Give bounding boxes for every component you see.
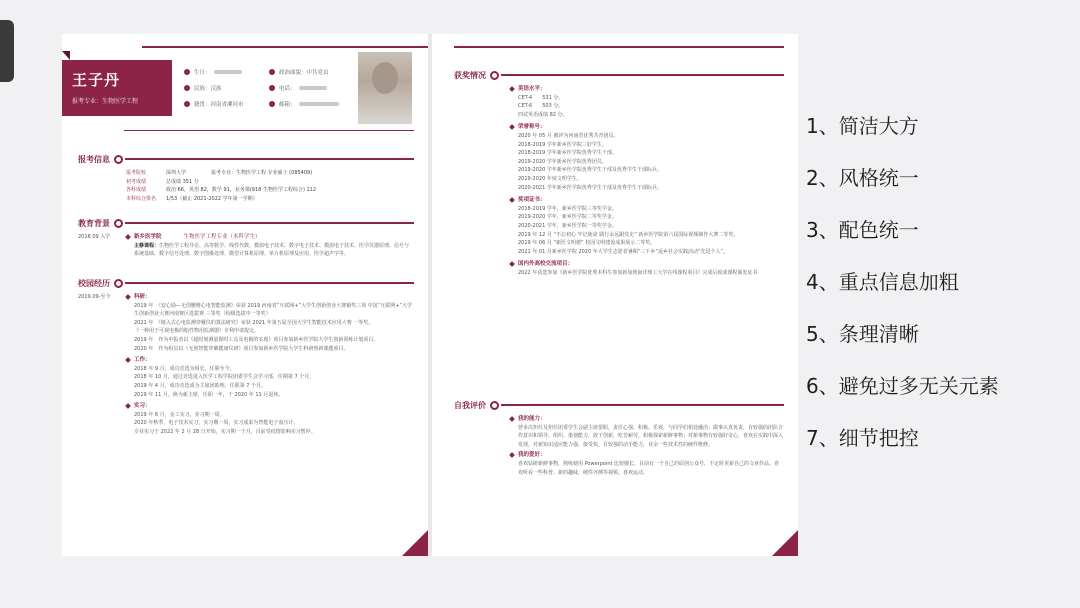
phone-icon (269, 85, 275, 91)
section-awards: 获奖情况 英语水平： CET-4 531 分。 CET-6 503 分。 四试英语成绩 82 分。 荣誉称号： 2020 年 05 月 被评为河南省优秀共青团员。 2018-2019 学年新乡医学院三好学生。 2018-2019 学年新乡医学院优秀学生干部。 2019-2020 学年新乡医学院优秀团员。 2019-2020 学年新乡医学院优秀学生干部及优秀学生干部标兵。 2019-2020 年度文明学生。 2020-2021 学年新乡医学院优秀学生干部及优秀学生干部标兵。 奖项证书： 2018-2019 学年，新乡医学院三等奖学金。 2019-2020 学年，新乡医学院二等奖学金。 2020-2021 学年，新乡医学院一等奖学金。 2019 年 12 月 “不忘初心 牢记使命 践行永远跟党走” 新乡医学院第六届国际视频制作大赛二等奖。 2019 年 06 月 “新医文明德” 校园文明建设成果展示二等奖。 2021 年 01 月新乡医学院 2020 年大学生志愿者暑期“三下乡”返乡社会实践活动“先进个人”。 国内外高校交流项目： 2022 年获选参加《新乡医学院优秀本科生参加新加坡南洋理工大学在线课程项目》完成后收成课程颁发证书 (454, 68, 784, 277)
resume-page-left (62, 34, 428, 556)
top-rule (454, 46, 784, 48)
section-title: 教育背景 (78, 218, 110, 228)
ring-icon (114, 155, 123, 164)
target-major: 报考专业：生物医学工程 (72, 98, 139, 105)
feature-item: 6、避免过多无关元素 (806, 374, 999, 398)
birth-info: 生日： (184, 68, 269, 76)
profile-photo (358, 52, 412, 124)
section-education: 教育背景 2018.09 入学 新乡医学院 生物医学工程专业（本科学生） 主修课程：生物医学工程导论、高等数学、线性代数、模拟电子技术、数字电子技术、模拟电子技术、医学仪器原理、信号与系统基础、数字信号处理、数字图像处理、微型计算机原理、单片机原理及应用、医学超声学等。 (78, 216, 414, 259)
section-title: 校园经历 (78, 278, 110, 288)
mail-icon (269, 101, 275, 107)
calendar-icon (184, 69, 190, 75)
phone-info: 电话： (269, 84, 354, 92)
section-title: 报考信息 (78, 154, 110, 164)
name-block (62, 60, 172, 116)
feature-list (806, 112, 999, 476)
feature-item: 5、条理清晰 (806, 322, 919, 346)
redacted-value (299, 102, 339, 106)
resume-page-right (432, 34, 798, 556)
personal-info (184, 68, 354, 116)
section-self-evaluation: 自我评价 我的能力： 曾多次担任及担任团委学生会副主席要职，责任心强、积极、乐观，与同学们相处融洽；做事认真负责，有较强的团队合作意识和领导、组织、策划能力，敢于创新，吃苦耐劳，积极探索新鲜事物；对新事物有较强好奇心，喜欢在实践中深入发现，对新知识适应能力强，接受快，有较强的动手能力，业余一些技术性的硬件维修。 我的爱好： 喜欢钻研新鲜事物，熟练使用 Powerpoint 比较擅长，目前有一个自己的原创公众号，不定时更新自己的文章作品。喜欢听看一些科普、新的趣味，硬件评测等视频。喜欢运动。 (454, 400, 784, 476)
location-icon (184, 101, 190, 107)
feature-item: 2、风格统一 (806, 166, 919, 190)
redacted-value (214, 70, 242, 74)
section-title: 获奖情况 (454, 70, 486, 80)
side-panel-tab[interactable] (0, 20, 14, 82)
candidate-name: 王子丹 (72, 71, 121, 89)
section-title: 自我评价 (454, 400, 486, 410)
feature-item: 1、简洁大方 (806, 114, 919, 138)
ring-icon (490, 71, 499, 80)
corner-decoration (772, 530, 798, 556)
origin-info: 籍贯：河南省漯河市 (184, 100, 269, 108)
feature-item: 3、配色统一 (806, 218, 919, 242)
section-exam: 报考信息 报考院校 深圳大学 报考专业：生物医学工程 专业硕士 (085409) 初考成绩 总成绩 351 分 各科成绩 政治 66，英语 82，数学 91，业务课(918 生物医学工程综合) 112 本科综合排名 1/53（截止 2021-2022 学年第一学期） (78, 152, 414, 203)
campus-date: 2019.09-至今 (78, 294, 111, 300)
user-icon (184, 85, 190, 91)
email-info: 邮箱： (269, 100, 354, 108)
flag-icon (269, 69, 275, 75)
ring-icon (490, 401, 499, 410)
ethnicity-info: 民族： 汉族 (184, 84, 269, 92)
ring-icon (114, 279, 123, 288)
header-rule (124, 130, 414, 131)
top-rule (142, 46, 428, 48)
section-campus: 校园经历 2019.09-至今 科研： 2019 年 《安心励—无创腰椎心电智能监测》荣获 2019 河南省“互联网+”大学生创新创业大赛铜奖三项 中国“互联网+”大学生创新创业大赛河南赛区选拔赛 三等奖（校级选拔中一等奖） 2021 年 《植入式心电监测穿戴仪的算法研究》荣获 2021 年第五届全国大学生智能技术应用大赛 一等奖。 《一种用于可视电极的脂性物用监测器》专利申请提交。 2019 年 作为申报者以《超时刻测量即时工具及电极的实现》项目参加新乡医学院大学生创新训练计划项目。 2020 年 作为组员以《无创智能穿戴健康仪研》项目参加新乡医学院大学生科研创新课题项目。 工作： 2018 年 9 月，成功竞选为组长，任职至今。 2018 年 10 月，通过竞选进入医学工程学院团委学生会学习部，任期第 7 个月。 2019 年 4 月，成功竞选成为主席团助理，任职第 7 个月。 2019 年 11 月，换为新主席，任职一年，于 2020 年 11 月退休。 实习： 2019 年 6 月，金工实习，实习期一周。 2020 年秋季，电子技术实习，实习期一周，实习成果为智能电子血压计。 专业实习于 2022 年 2 月 28 日开始，实习期一个月，目前受疫情影响实习暂停。 (78, 278, 413, 435)
education-date: 2018.09 入学 (78, 234, 111, 240)
feature-item: 7、细节把控 (806, 426, 919, 450)
politics-info: 政治面貌：中共党员 (269, 68, 354, 76)
redacted-value (299, 86, 327, 90)
ring-icon (114, 219, 123, 228)
feature-item: 4、重点信息加粗 (806, 270, 959, 294)
corner-decoration (402, 530, 428, 556)
